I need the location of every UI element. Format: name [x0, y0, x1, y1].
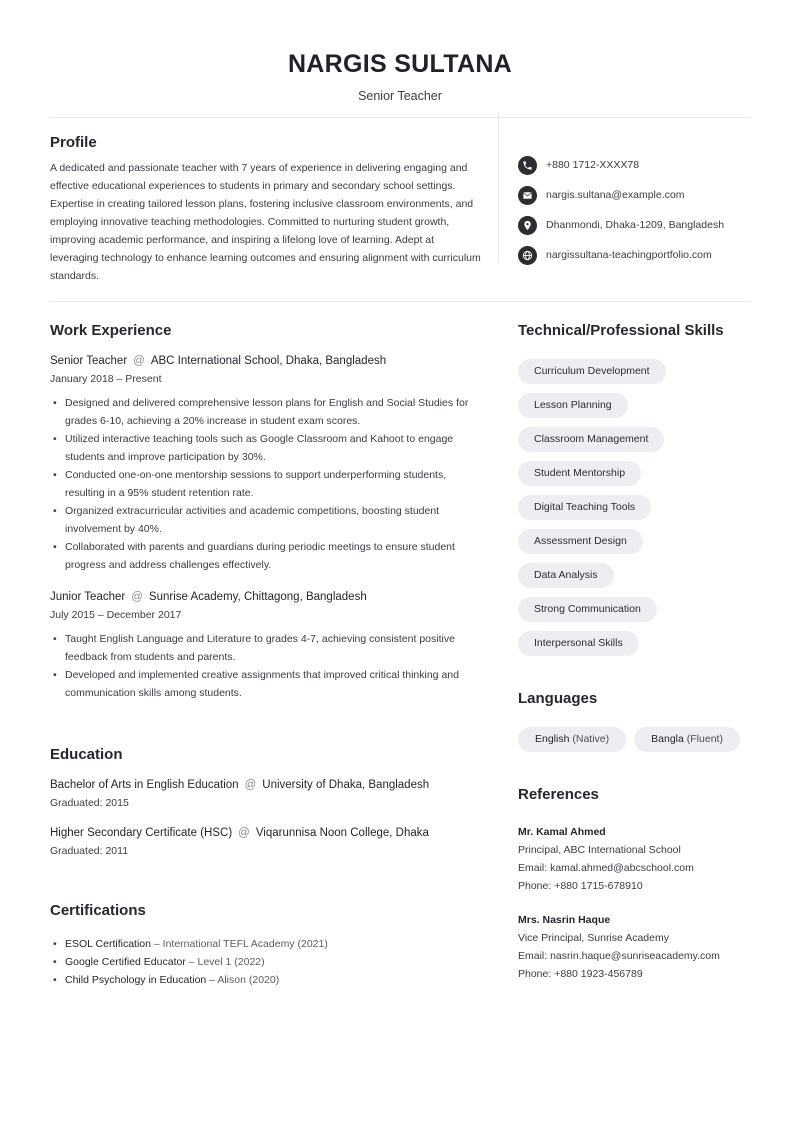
job-bullet: • Organized extracurricular activities and academic competitions, boosting student involvement by 40%.	[50, 502, 482, 538]
skills-heading: Technical/Professional Skills	[518, 322, 724, 339]
education-entry	[50, 827, 482, 857]
email-text[interactable]: nargis.sultana@example.com	[546, 189, 685, 201]
reference-entry	[518, 823, 758, 895]
graduation-date: Graduated: 2011	[50, 845, 129, 857]
profile-contact-divider	[498, 112, 499, 262]
reference-position: Vice Principal, Sunrise Academy	[518, 932, 669, 944]
skill-tag: Strong Communication	[518, 597, 657, 622]
job-dates: January 2018 – Present	[50, 373, 162, 385]
languages-heading: Languages	[518, 690, 598, 707]
reference-email[interactable]: Email: kamal.ahmed@abcschool.com	[518, 862, 694, 874]
education-entry	[50, 779, 482, 809]
language-level: (Native)	[572, 733, 610, 745]
certifications-heading: Certifications	[50, 902, 146, 919]
job-title-line	[50, 355, 482, 367]
contact-website	[518, 244, 758, 266]
language-name: English	[535, 733, 570, 745]
contact-phone	[518, 154, 758, 176]
skill-tag: Lesson Planning	[518, 393, 628, 418]
globe-icon	[518, 246, 537, 265]
certification-detail: – Alison (2020)	[206, 974, 280, 986]
resume-header	[0, 50, 800, 103]
phone-icon	[518, 156, 537, 175]
education-title-line	[50, 779, 482, 791]
languages-section	[518, 690, 758, 752]
job-role: Senior Teacher	[50, 355, 128, 367]
job-bullet: • Taught English Language and Literature to grades 4-7, achieving consistent positive feedback from students and parents.	[50, 630, 482, 666]
certification-detail: – International TEFL Academy (2021)	[150, 938, 328, 950]
certification-detail: – Level 1 (2022)	[185, 956, 265, 968]
skills-section	[518, 322, 758, 665]
job-role: Junior Teacher	[50, 591, 126, 603]
language-level: (Fluent)	[686, 733, 723, 745]
education-section	[50, 746, 482, 857]
skill-tag: Interpersonal Skills	[518, 631, 639, 656]
at-symbol: @	[244, 779, 257, 791]
profile-divider	[50, 301, 750, 302]
education-title-line	[50, 827, 482, 839]
school: Viqarunnisa Noon College, Dhaka	[255, 827, 429, 839]
location-text: Dhanmondi, Dhaka-1209, Bangladesh	[546, 219, 725, 231]
education-heading: Education	[50, 746, 123, 763]
job-bullet: • Designed and delivered comprehensive lesson plans for English and Social Studies for grades 6-10, achieving a 20% increase in student exam scores.	[50, 394, 482, 430]
reference-phone: Phone: +880 1923-456789	[518, 968, 643, 980]
reference-email[interactable]: Email: nasrin.haque@sunriseacademy.com	[518, 950, 720, 962]
certification-item	[50, 953, 482, 971]
certification-name: ESOL Certification	[65, 938, 151, 950]
job-bullets	[50, 394, 482, 574]
job-bullet: • Conducted one-on-one mentorship sessions to support underperforming students, resulting in a 95% student retention rate.	[50, 466, 482, 502]
graduation-date: Graduated: 2015	[50, 797, 129, 809]
phone-text: +880 1712-XXXX78	[546, 159, 640, 171]
certification-name: Google Certified Educator	[65, 956, 186, 968]
certification-item	[50, 971, 482, 989]
website-text[interactable]: nargissultana-teachingportfolio.com	[546, 249, 712, 261]
language-name: Bangla	[651, 733, 684, 745]
certification-name: Child Psychology in Education	[65, 974, 207, 986]
profile-section	[50, 134, 482, 285]
contact-location	[518, 214, 758, 236]
work-experience-heading: Work Experience	[50, 322, 172, 339]
skill-tag: Student Mentorship	[518, 461, 641, 486]
job-dates: July 2015 – December 2017	[50, 609, 182, 621]
skills-list	[518, 359, 758, 656]
reference-name: Mrs. Nasrin Haque	[518, 914, 611, 926]
degree: Higher Secondary Certificate (HSC)	[50, 827, 233, 839]
contact-section	[518, 154, 758, 274]
candidate-title: Senior Teacher	[358, 89, 442, 103]
email-icon	[518, 186, 537, 205]
reference-position: Principal, ABC International School	[518, 844, 681, 856]
reference-entry	[518, 911, 758, 983]
job-bullet: • Collaborated with parents and guardians during periodic meetings to ensure student progress and address challenges effectively.	[50, 538, 482, 574]
skill-tag: Classroom Management	[518, 427, 664, 452]
job-bullet: • Developed and implemented creative assignments that improved critical thinking and communication skills among students.	[50, 666, 482, 702]
certifications-list	[50, 935, 482, 989]
at-symbol: @	[238, 827, 250, 839]
job-entry	[50, 591, 482, 702]
job-org: ABC International School, Dhaka, Bangladesh	[150, 355, 387, 367]
certification-item	[50, 935, 482, 953]
job-title-line	[50, 591, 482, 603]
job-org: Sunrise Academy, Chittagong, Bangladesh	[148, 591, 367, 603]
header-divider	[50, 117, 750, 118]
certifications-section	[50, 902, 482, 989]
references-heading: References	[518, 786, 599, 803]
work-experience-section	[50, 322, 482, 702]
job-bullets	[50, 630, 482, 702]
languages-list	[518, 727, 758, 752]
candidate-name: NARGIS SULTANA	[287, 50, 513, 78]
skill-tag: Data Analysis	[518, 563, 614, 588]
reference-phone: Phone: +880 1715-678910	[518, 880, 643, 892]
job-bullet: • Utilized interactive teaching tools such as Google Classroom and Kahoot to engage students and improve participation by 30%.	[50, 430, 482, 466]
school: University of Dhaka, Bangladesh	[262, 779, 430, 791]
profile-heading: Profile	[50, 134, 97, 151]
profile-text: A dedicated and passionate teacher with 7 years of experience in delivering engaging and effective educational experiences to students in primary and secondary school settings. Expertise in creating tailored lesson plans, fostering inclusive classroom environments, and employing innovative teaching methodologies. Committed to nurturing student growth, improving academic performance, and inspiring a lifelong love of learning. Adept at leveraging technology to enhance learning outcomes and ensuring alignment with curriculum standards.	[50, 162, 481, 282]
language-tag	[518, 727, 626, 752]
skill-tag: Curriculum Development	[518, 359, 666, 384]
at-symbol: @	[133, 355, 145, 367]
at-symbol: @	[131, 591, 143, 603]
references-section	[518, 786, 758, 983]
reference-name: Mr. Kamal Ahmed	[518, 826, 606, 838]
job-entry	[50, 355, 482, 574]
degree: Bachelor of Arts in English Education	[50, 779, 239, 791]
contact-email	[518, 184, 758, 206]
skill-tag: Digital Teaching Tools	[518, 495, 651, 520]
skill-tag: Assessment Design	[518, 529, 643, 554]
language-tag	[634, 727, 740, 752]
location-pin-icon	[518, 216, 537, 235]
